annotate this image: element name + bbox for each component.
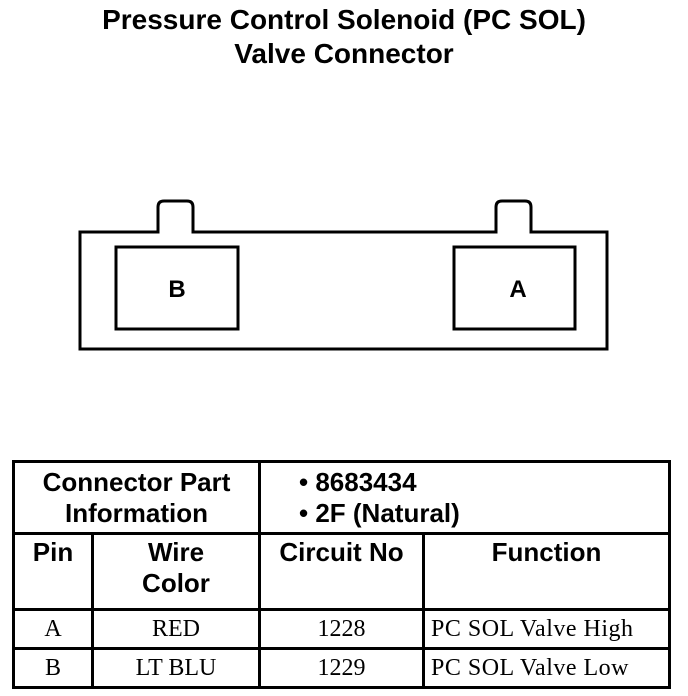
diagram-subtitle: Valve Connector	[234, 38, 454, 69]
row-b-circuit-no: 1229	[260, 649, 424, 688]
header-pin: Pin	[14, 534, 93, 610]
part-number: • 8683434	[299, 466, 417, 497]
cavity-b-label: B	[168, 276, 186, 303]
header-wire-color-line2: Color	[142, 568, 210, 598]
header-wire-color-line1: Wire	[147, 537, 205, 567]
connector-body-outline	[80, 201, 607, 349]
part-info-label	[14, 462, 260, 534]
part-color: • 2F (Natural)	[299, 497, 460, 528]
diagram-title: Pressure Control Solenoid (PC SOL)	[102, 4, 586, 35]
table-row	[14, 610, 670, 649]
row-a-wire-color: RED	[93, 610, 260, 649]
header-row	[14, 534, 670, 610]
cavity-a-label: A	[509, 276, 527, 303]
part-info-values	[260, 462, 670, 534]
row-a-function: PC SOL Valve High	[424, 610, 670, 649]
part-info-label-line1: Connector Part	[42, 466, 231, 497]
row-a-pin: A	[14, 610, 93, 649]
row-b-function: PC SOL Valve Low	[424, 649, 670, 688]
row-a-circuit-no: 1228	[260, 610, 424, 649]
part-info-label-line2: Information	[65, 497, 208, 528]
header-wire-color	[93, 534, 260, 610]
part-info-row	[14, 462, 670, 534]
table-row	[14, 649, 670, 688]
header-function: Function	[424, 534, 670, 610]
row-b-wire-color: LT BLU	[93, 649, 260, 688]
connector-info-table	[12, 460, 671, 689]
row-b-pin: B	[14, 649, 93, 688]
header-circuit-no: Circuit No	[260, 534, 424, 610]
